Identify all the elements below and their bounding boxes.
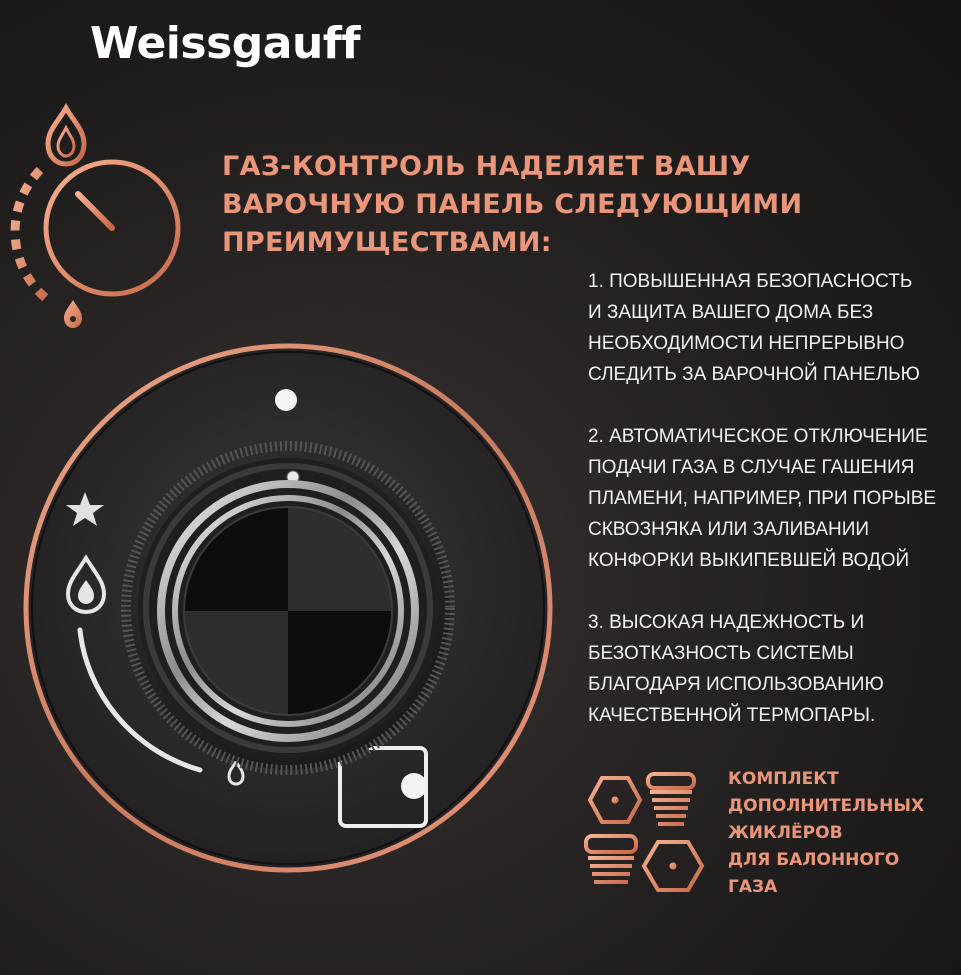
benefit-line: БЕЗОТКАЗНОСТЬ СИСТЕМЫ [588, 643, 854, 664]
benefit-item [588, 607, 958, 731]
headline [222, 148, 822, 262]
jets-line: ГАЗА [728, 877, 778, 897]
benefit-line: СЛЕДИТЬ ЗА ВАРОЧНОЙ ПАНЕЛЬЮ [588, 364, 920, 385]
benefits-list [588, 266, 958, 762]
headline-line: ВАРОЧНУЮ ПАНЕЛЬ СЛЕДУЮЩИМИ [222, 189, 803, 220]
jets-line: ЖИКЛЁРОВ [728, 823, 843, 843]
jets-line: КОМПЛЕКТ [728, 769, 839, 789]
benefit-line: БЛАГОДАРЯ ИСПОЛЬЗОВАНИЮ [588, 674, 884, 695]
benefit-line: КОНФОРКИ ВЫКИПЕВШЕЙ ВОДОЙ [588, 550, 910, 571]
benefit-line: 2. АВТОМАТИЧЕСКОЕ ОТКЛЮЧЕНИЕ [588, 426, 928, 447]
benefit-item [588, 421, 958, 576]
benefit-line: ПЛАМЕНИ, НАПРИМЕР, ПРИ ПОРЫВЕ [588, 488, 937, 509]
benefit-line: НЕОБХОДИМОСТИ НЕПРЕРЫВНО [588, 333, 905, 354]
gas-knob-panel [0, 330, 560, 890]
benefit-item [588, 266, 958, 390]
benefit-line: КАЧЕСТВЕННОЙ ТЕРМОПАРЫ. [588, 705, 876, 726]
dot-icon [275, 389, 297, 411]
benefit-line: 1. ПОВЫШЕННАЯ БЕЗОПАСНОСТЬ [588, 271, 913, 292]
flame-timer-icon [0, 100, 200, 340]
jets-line: ДОПОЛНИТЕЛЬНЫХ [728, 796, 925, 816]
benefit-line: 3. ВЫСОКАЯ НАДЕЖНОСТЬ И [588, 612, 865, 633]
brand-logo: Weissgauff [90, 18, 361, 69]
jet-nozzle-icon [648, 774, 694, 824]
benefit-line: СКВОЗНЯКА ИЛИ ЗАЛИВАНИИ [588, 519, 870, 540]
jets-caption [728, 766, 924, 901]
headline-line: ПРЕИМУЩЕСТВАМИ: [222, 227, 552, 258]
benefit-line: ПОДАЧИ ГАЗА В СЛУЧАЕ ГАШЕНИЯ [588, 457, 915, 478]
jets-line: ДЛЯ БАЛОННОГО [728, 850, 900, 870]
jets-icon-group [578, 768, 728, 898]
benefit-line: И ЗАЩИТА ВАШЕГО ДОМА БЕЗ [588, 302, 874, 323]
jet-nozzle-icon [586, 836, 636, 882]
headline-line: ГАЗ-КОНТРОЛЬ НАДЕЛЯЕТ ВАШУ [222, 151, 751, 182]
